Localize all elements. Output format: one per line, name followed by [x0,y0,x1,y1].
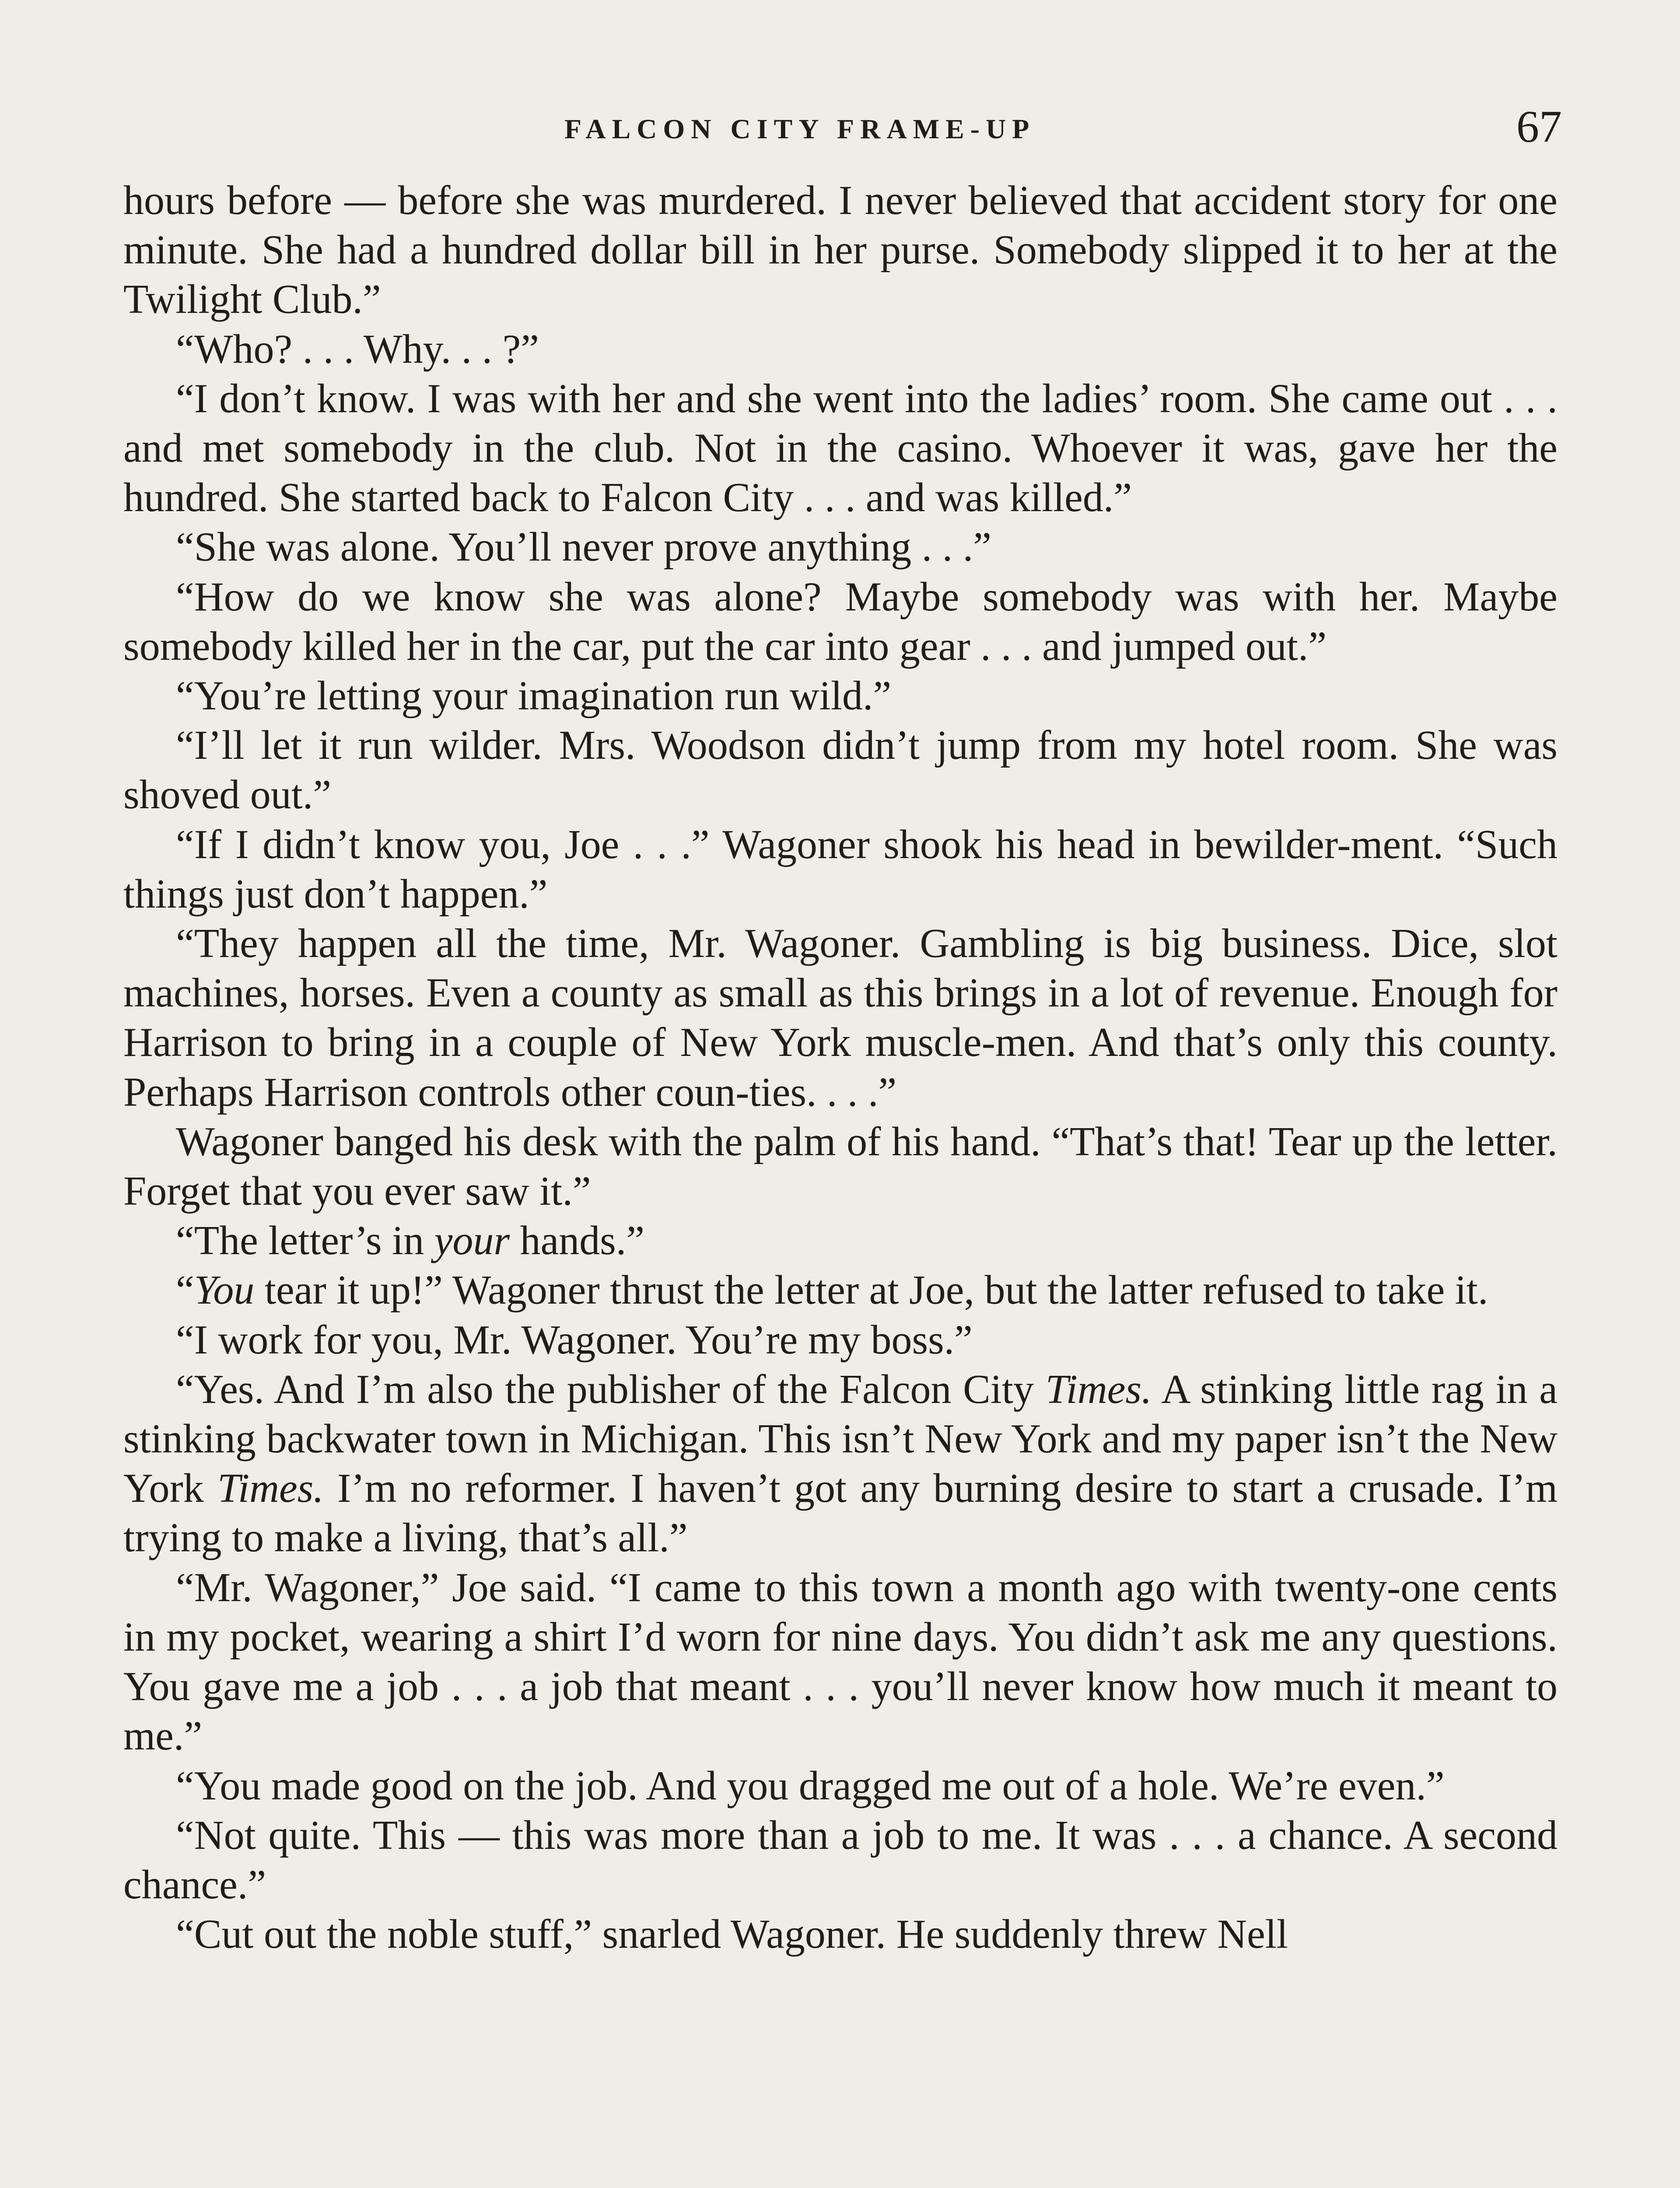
paragraph [123,820,1558,919]
text-run: “How do we know she was alone? Maybe somebody was with her. Maybe somebody killed her in the car, put the car into gear . . . and jumped out.” [123,574,1558,669]
italic-text: Times. [1045,1366,1152,1412]
paragraph [123,1365,1558,1563]
paragraph [123,1117,1558,1216]
text-run: “I’ll let it run wilder. Mrs. Woodson didn’t jump from my hotel room. She was shoved out.” [123,722,1558,818]
text-run: “Yes. And I’m also the publisher of the Falcon City [176,1366,1046,1412]
text-run: “You’re letting your imagination run wild.” [176,673,892,719]
text-run: “ [176,1267,194,1313]
paragraph [123,1761,1558,1811]
text-run: “I work for you, Mr. Wagoner. You’re my boss.” [176,1317,973,1363]
paragraph [123,1910,1558,1959]
paragraph [123,374,1558,523]
body-text [123,176,1558,1959]
text-run: “Not quite. This — this was more than a job to me. It was . . . a chance. A second chance.” [123,1812,1558,1907]
italic-text: Times. [217,1466,324,1511]
text-run: A stinking little rag in a stinking backwater town in Michigan. This isn’t New York and my paper isn’t the New York [123,1366,1558,1511]
paragraph [123,572,1558,671]
italic-text: your [434,1218,510,1264]
running-head [0,101,1680,152]
paragraph [123,1216,1558,1266]
text-run: “Cut out the noble stuff,” snarled Wagoner. He suddenly threw Nell [176,1911,1288,1957]
text-run: hands.” [510,1218,645,1264]
text-run: “You made good on the job. And you dragged me out of a hole. We’re even.” [176,1763,1445,1809]
text-run: “If I didn’t know you, Joe . . .” Wagoner shook his head in bewilder-ment. “Such things just don’t happen.” [123,821,1558,917]
text-run: “Mr. Wagoner,” Joe said. “I came to this town a month ago with twenty-one cents in my pocket, wearing a shirt I’d worn for nine days. You didn’t ask me any questions. You gave me a job . . . a job that meant . . . you’ll never know how much it meant to me.” [123,1564,1558,1759]
text-run: tear it up!” Wagoner thrust the letter at Joe, but the latter refused to take it. [254,1267,1488,1313]
text-run: “I don’t know. I was with her and she went into the ladies’ room. She came out . . . and met somebody in the club. Not in the casino. Whoever it was, gave her the hundred. She started back to Falcon City . . . and was killed.” [123,375,1558,521]
page-number: 67 [1516,102,1562,152]
paragraph [123,1315,1558,1365]
paragraph [123,721,1558,820]
paragraph [123,1811,1558,1910]
text-run: Wagoner banged his desk with the palm of his hand. “That’s that! Tear up the letter. Forget that you ever saw it.” [123,1119,1558,1214]
text-run: “They happen all the time, Mr. Wagoner. Gambling is big business. Dice, slot machines, horses. Even a county as small as this brings in a lot of revenue. Enough for Harrison to bring in a couple of New York muscle-men. And that’s only this county. Perhaps Harrison controls other coun-ties. . . .” [123,921,1558,1115]
paragraph [123,919,1558,1117]
paragraph [123,671,1558,721]
paragraph [123,1563,1558,1761]
text-run: “The letter’s in [176,1218,434,1264]
text-run: “Who? . . . Why. . . ?” [176,326,539,372]
text-run: “She was alone. You’ll never prove anything . . .” [176,524,991,570]
text-run: hours before — before she was murdered. I never believed that accident story for one minute. She had a hundred dollar bill in her purse. Somebody slipped it to her at the Twilight Club.” [123,178,1558,323]
text-run: I’m no reformer. I haven’t got any burning desire to start a crusade. I’m trying to make a living, that’s all.” [123,1466,1558,1561]
paragraph [123,325,1558,374]
italic-text: You [194,1267,255,1313]
running-title: FALCON CITY FRAME-UP [564,113,1036,144]
paragraph [123,1266,1558,1315]
paragraph [123,522,1558,572]
paragraph [123,176,1558,325]
